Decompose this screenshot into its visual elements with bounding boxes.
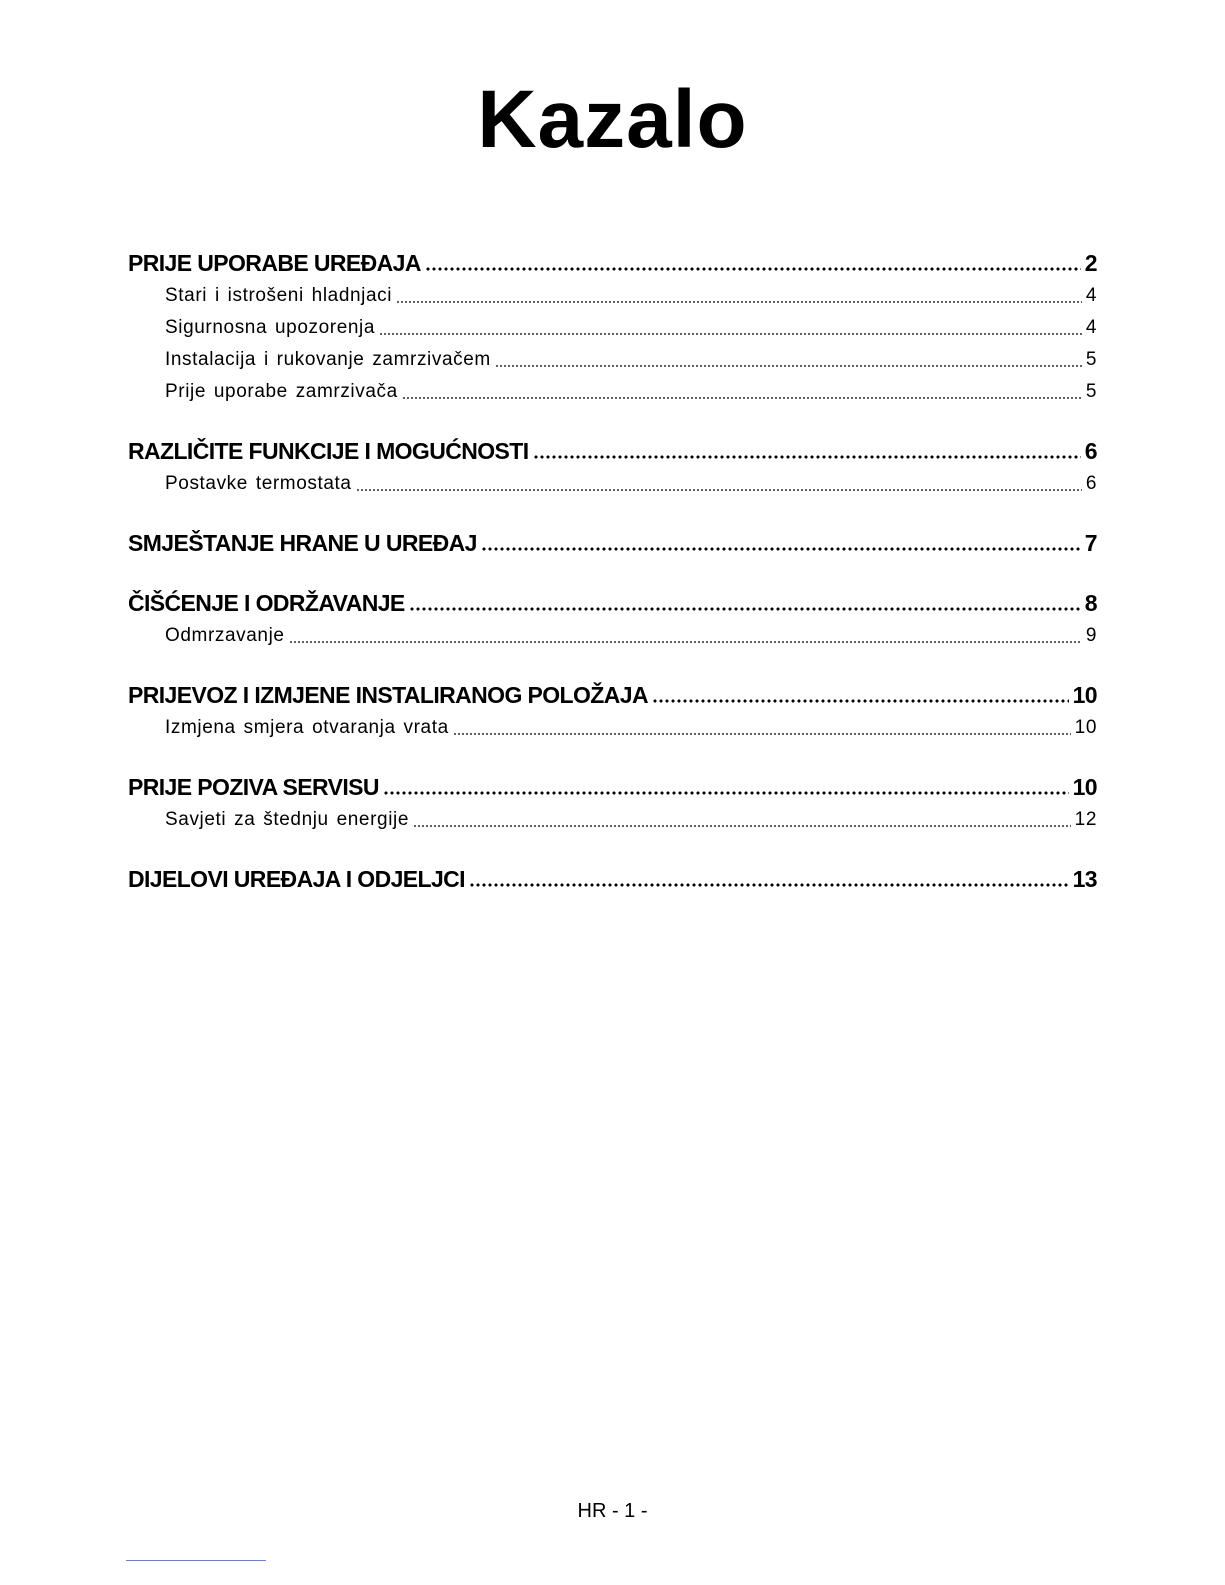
toc-entry-label: DIJELOVI UREĐAJA I ODJELJCI [128, 866, 465, 892]
toc-entry-label: Odmrzavanje [165, 625, 285, 646]
toc-entry-sub[interactable] [128, 804, 1097, 836]
dot-leader [402, 396, 1082, 400]
toc-entry-sub[interactable] [128, 344, 1097, 376]
toc-entry-sub[interactable] [128, 376, 1097, 408]
toc-entry-page: 6 [1085, 473, 1097, 494]
dot-leader [289, 640, 1082, 644]
table-of-contents [128, 246, 1097, 922]
footnote-rule [126, 1560, 266, 1561]
toc-entry-sub[interactable] [128, 712, 1097, 744]
toc-entry-main[interactable] [128, 246, 1097, 280]
toc-entry-label: ČIŠĆENJE I ODRŽAVANJE [128, 590, 405, 616]
toc-entry-label: Instalacija i rukovanje zamrzivačem [165, 349, 491, 370]
dot-leader [453, 732, 1071, 736]
toc-entry-page: 4 [1085, 285, 1097, 306]
toc-entry-main[interactable] [128, 586, 1097, 620]
toc-entry-page: 12 [1074, 809, 1097, 830]
toc-entry-page: 10 [1072, 774, 1097, 800]
toc-entry-sub[interactable] [128, 620, 1097, 652]
toc-entry-label: Stari i istrošeni hladnjaci [165, 285, 393, 306]
dot-leader [652, 698, 1069, 704]
toc-entry-sub[interactable] [128, 280, 1097, 312]
toc-entry-label: Postavke termostata [165, 473, 352, 494]
dot-leader [409, 606, 1081, 612]
toc-entry-label: Prije uporabe zamrzivača [165, 381, 398, 402]
toc-entry-label: PRIJEVOZ I IZMJENE INSTALIRANOG POLOŽAJA [128, 682, 648, 708]
toc-entry-page: 4 [1085, 317, 1097, 338]
toc-entry-page: 5 [1085, 381, 1097, 402]
page-footer: HR - 1 - [577, 1500, 648, 1522]
dot-leader [396, 300, 1082, 304]
toc-entry-main[interactable] [128, 434, 1097, 468]
dot-leader [383, 790, 1069, 796]
toc-section [128, 586, 1097, 652]
toc-entry-label: Izmjena smjera otvaranja vrata [165, 717, 449, 738]
toc-entry-page: 10 [1074, 717, 1097, 738]
dot-leader [469, 882, 1069, 888]
toc-section [128, 862, 1097, 896]
dot-leader [495, 364, 1082, 368]
toc-entry-sub[interactable] [128, 468, 1097, 500]
toc-section [128, 770, 1097, 836]
toc-entry-page: 5 [1085, 349, 1097, 370]
dot-leader [413, 824, 1071, 828]
toc-entry-page: 6 [1084, 438, 1097, 464]
dot-leader [533, 454, 1081, 460]
toc-entry-page: 10 [1072, 682, 1097, 708]
toc-section [128, 526, 1097, 560]
toc-section [128, 678, 1097, 744]
toc-entry-page: 8 [1084, 590, 1097, 616]
dot-leader [356, 488, 1082, 492]
toc-entry-main[interactable] [128, 678, 1097, 712]
toc-entry-label: RAZLIČITE FUNKCIJE I MOGUĆNOSTI [128, 438, 529, 464]
dot-leader [425, 266, 1081, 272]
toc-entry-page: 2 [1084, 250, 1097, 276]
toc-entry-main[interactable] [128, 526, 1097, 560]
toc-entry-label: Savjeti za štednju energije [165, 809, 410, 830]
toc-entry-label: PRIJE UPORABE UREĐAJA [128, 250, 421, 276]
toc-entry-page: 9 [1085, 625, 1097, 646]
toc-entry-page: 7 [1084, 530, 1097, 556]
toc-entry-main[interactable] [128, 770, 1097, 804]
dot-leader [481, 546, 1081, 552]
toc-section [128, 246, 1097, 408]
toc-entry-page: 13 [1072, 866, 1097, 892]
toc-entry-sub[interactable] [128, 312, 1097, 344]
toc-entry-main[interactable] [128, 862, 1097, 896]
toc-entry-label: Sigurnosna upozorenja [165, 317, 376, 338]
dot-leader [379, 332, 1082, 336]
page-title: Kazalo [477, 74, 748, 165]
toc-entry-label: PRIJE POZIVA SERVISU [128, 774, 379, 800]
toc-entry-label: SMJEŠTANJE HRANE U UREĐAJ [128, 530, 477, 556]
toc-section [128, 434, 1097, 500]
